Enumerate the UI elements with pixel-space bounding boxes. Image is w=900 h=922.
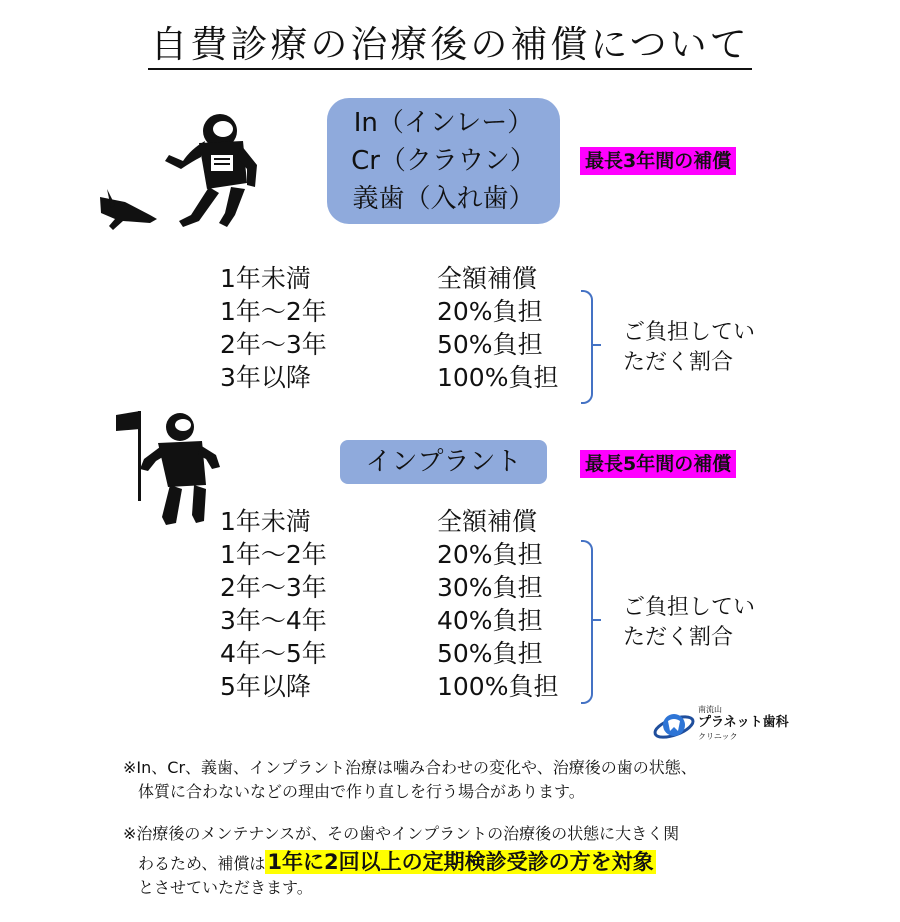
warranty-badge-5yr: 最長5年間の補償 bbox=[580, 450, 736, 478]
clinic-logo bbox=[652, 705, 802, 747]
logo-main-text: プラネット歯科 bbox=[698, 715, 789, 730]
implant-value-3: 30%負担 bbox=[437, 573, 543, 602]
period-3: 2年〜3年 bbox=[220, 330, 327, 359]
implant-period-3: 2年〜3年 bbox=[220, 573, 327, 602]
implant-value-2: 20%負担 bbox=[437, 540, 543, 569]
note-2-line-1: ※治療後のメンテナンスが、その歯やインプラントの治療後の状態に大きく関 bbox=[123, 824, 680, 843]
flag-icon bbox=[116, 411, 141, 501]
planet-logo-icon bbox=[652, 705, 696, 747]
period-1: 1年未満 bbox=[220, 264, 311, 293]
astronaut-flag-illustration bbox=[110, 405, 225, 530]
note-2-line-2: わるため、補償は1年に2回以上の定期検診受診の方を対象 bbox=[138, 850, 654, 874]
note-1-line-1: ※In、Cr、義歯、インプラント治療は噛み合わせの変化や、治療後の歯の状態、 bbox=[123, 758, 697, 777]
bracket bbox=[581, 290, 593, 404]
note-2-line-3: とさせていただきます。 bbox=[138, 878, 313, 897]
treatment-types-box bbox=[327, 98, 560, 224]
page-title: 自費診療の治療後の補償について bbox=[0, 14, 900, 68]
astronaut-icon bbox=[165, 114, 257, 227]
astronaut-icon bbox=[140, 413, 220, 525]
bracket-tip bbox=[593, 344, 601, 346]
value-4: 100%負担 bbox=[437, 363, 559, 392]
bracket bbox=[581, 540, 593, 704]
value-2: 20%負担 bbox=[437, 297, 543, 326]
implant-value-5: 50%負担 bbox=[437, 639, 543, 668]
implant-period-2: 1年〜2年 bbox=[220, 540, 327, 569]
implant-period-5: 4年〜5年 bbox=[220, 639, 327, 668]
burden-label: ご負担してい ただく割合 bbox=[623, 320, 756, 375]
period-2: 1年〜2年 bbox=[220, 297, 327, 326]
implant-value-1: 全額補償 bbox=[437, 507, 538, 536]
implant-period-4: 3年〜4年 bbox=[220, 606, 327, 635]
treatment-inlay: In（インレー） bbox=[353, 108, 534, 138]
implant-period-1: 1年未満 bbox=[220, 507, 311, 536]
value-1: 全額補償 bbox=[437, 264, 538, 293]
highlight-condition: 1年に2回以上の定期検診受診の方を対象 bbox=[267, 850, 654, 874]
logo-sub-text: クリニック bbox=[698, 732, 738, 741]
implant-period-6: 5年以降 bbox=[220, 672, 311, 701]
note-1-line-2: 体質に合わないなどの理由で作り直しを行う場合があります。 bbox=[138, 782, 585, 801]
implant-value-6: 100%負担 bbox=[437, 672, 559, 701]
astronaut-shuttle-illustration bbox=[95, 105, 275, 235]
value-3: 50%負担 bbox=[437, 330, 543, 359]
shuttle-icon bbox=[100, 189, 157, 230]
implant-value-4: 40%負担 bbox=[437, 606, 543, 635]
warranty-badge-3yr: 最長3年間の補償 bbox=[580, 147, 736, 175]
period-4: 3年以降 bbox=[220, 363, 311, 392]
implant-label: インプラント bbox=[365, 447, 522, 477]
treatment-denture: 義歯（入れ歯） bbox=[352, 184, 535, 214]
bracket-tip bbox=[593, 619, 601, 621]
treatment-crown: Cr（クラウン） bbox=[351, 146, 536, 176]
implant-label-box bbox=[340, 440, 547, 484]
logo-small-text: 南流山 bbox=[698, 705, 722, 714]
burden-label: ご負担してい ただく割合 bbox=[623, 595, 756, 650]
